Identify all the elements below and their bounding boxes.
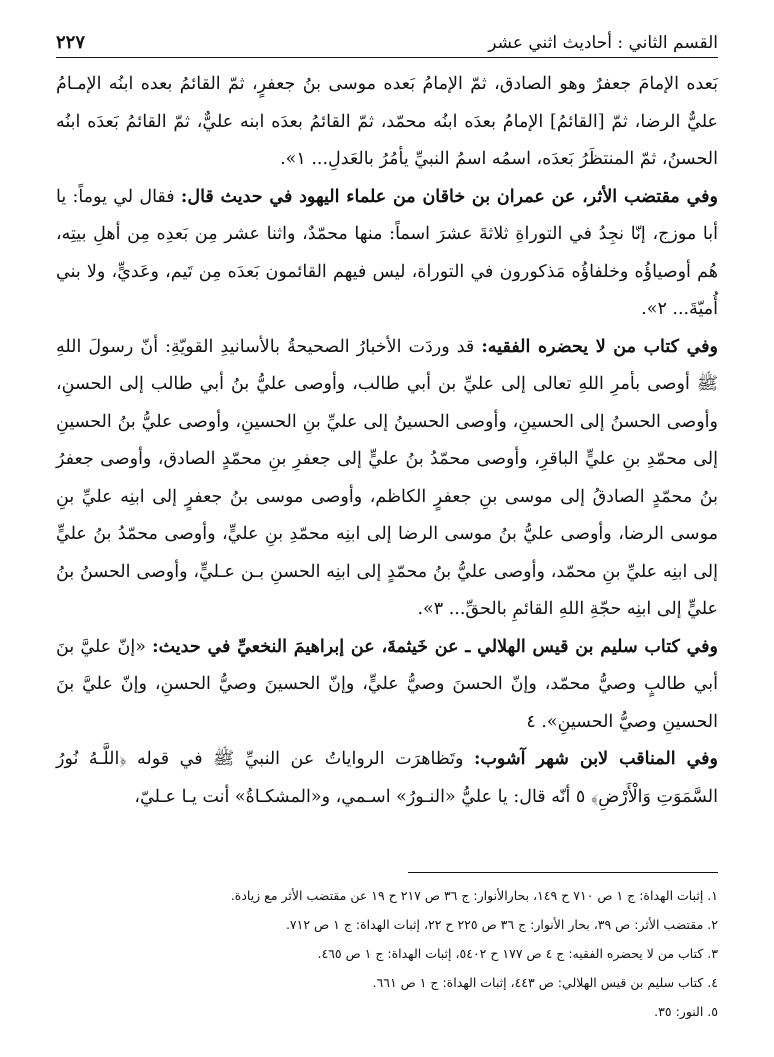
paragraph-text: فقال لي يوماً: يا أبا موزج، إنّا نجِدُ في التوراةِ ثلاثةَ عشرَ اسماً: منها محمّدٌ، واثنا عشر مِن بَعدِه مِن أهلِ بيتِه، هُم أوصياؤُه وخلفاؤُه مَذكورون في التوراة، ليس فيهم القائمون بَعدَه مِن تَيم، وعَديٍّ، ولا بني أُميّةَ... ٢». — [56, 186, 718, 319]
footnote: ٤. كتاب سليم بن قيس الهلالي: ص ٤٤٣، إثبات الهداة: ج ١ ص ٦٦١. — [372, 975, 718, 990]
footnote: ٢. مقتضب الأثر: ص ٣٩، بحار الأنوار: ج ٣٦ ص ٢٢٥ ح ٢٢، إثبات الهداة: ج ١ ص ٧١٢. — [285, 917, 718, 932]
paragraph-text: «إنّ عليَّ بنَ أبي طالبٍ وصيُّ محمّد، وإنّ الحسنَ وصيُّ عليٍّ، وإنّ الحسينَ وصيُّ الحسنِ، وإنّ عليَّ بنَ الحسينِ وصيُّ الحسينِ». ٤ — [56, 636, 718, 732]
footnote: ٥. النور: ٣٥. — [654, 1004, 718, 1019]
paragraph-text: قد وردَت الأخبارُ الصحيحةُ بالأسانيدِ القويّةِ: أنّ رسولَ اللهِ ﷺ أوصى بأمرِ اللهِ تعالى إلى عليِّ بن أبي طالب، وأوصى عليُّ بنُ أبي طالب إلى الحسنِ، وأوصى الحسنُ إلى الحسينِ، وأوصى الحسينُ إلى عليِّ بنِ الحسينِ، وأوصى عليُّ بنُ الحسينِ إلى محمّدِ بنِ عليٍّ الباقرِ، وأوصى محمّدُ بنُ عليٍّ إلى جعفرِ بنِ محمّدٍ الصادق، وأوصى جعفرُ بنُ محمّدٍ الصادقُ إلى موسى بنِ جعفرٍ الكاظم، وأوصى موسى بنُ جعفرٍ إلى ابنِه عليِّ بنِ موسى الرضا، وأوصى عليُّ بنُ موسى الرضا إلى ابنِه محمّدِ بنِ عليٍّ، وأوصى محمّدُ بنُ عليٍّ إلى ابنِه عليِّ بنِ محمّد، وأوصى عليُّ بنُ محمّدٍ إلى ابنِه الحسنِ بـن عـليٍّ، وأوصى الحسنُ بنُ عليٍّ إلى ابنِه حجّةِ اللهِ القائمِ بالحقِّ... ٣». — [56, 336, 718, 619]
paragraph-text: بَعده الإمامَ جعفرٌ وهو الصادق، ثمّ الإمامُ بَعده موسى بنُ جعفرٍ، ثمّ القائمُ بعده ابنُه الإمـامُ عليٌّ الرضا، ثمّ [القائمُ] الإمامُ بعدَه ابنُه محمّد، ثمّ القائمُ بعدَه ابنه عليٌّ، ثمّ القائمُ بَعدَه ابنُه الحسنُ، ثمّ المنتظَرُ بَعدَه، اسمُه اسمُ النبيِّ يأمُرُ بالعَدلِ... ١». — [56, 74, 718, 169]
body-text — [56, 66, 718, 816]
paragraph-lead: وفي مقتضب الأثر، عن عمران بن خاقان من علماء اليهود في حديث قال: — [180, 186, 718, 207]
running-title: القسم الثاني : أحاديث اثني عشر — [488, 33, 718, 53]
paragraph — [56, 629, 718, 742]
footnote-divider — [408, 872, 718, 873]
page-number: ٢٢٧ — [56, 32, 86, 53]
paragraph — [56, 741, 718, 816]
paragraph-lead: وفي كتاب سليم بن قيس الهلالي ـ عن خَيثمةَ، عن إبراهيمَ النخعيِّ في حديث: — [152, 636, 718, 657]
paragraph-lead: وفي المناقب لابن شهر آشوب: — [473, 749, 718, 769]
document-page — [56, 0, 718, 1057]
footnote: ٣. كتاب من لا يحضره الفقيه: ج ٤ ص ١٧٧ ح ٥٤٠٢، إثبات الهداة: ج ١ ص ٤٦٥. — [317, 946, 718, 961]
paragraph — [56, 179, 718, 329]
paragraph-text: وتَظاهرَت الرواياتُ عن النبيِّ ﷺ في قوله ﴿اللَّـهُ نُورُ السَّمَوَتِ وَالْأَرْضِ﴾ ٥ أنّه قال: يا عليُّ «النـورُ» اسـمي، و«المشكـاةُ» أنت يـا عـليّ، — [56, 749, 718, 807]
running-header — [56, 22, 718, 58]
paragraph — [56, 66, 718, 179]
footnotes — [56, 872, 718, 1026]
paragraph-lead: وفي كتاب من لا يحضره الفقيه: — [481, 336, 718, 357]
footnote: ١. إثبات الهداة: ج ١ ص ٧١٠ ح ١٤٩، بحارالأنوار: ج ٣٦ ص ٢١٧ ح ١٩ عن مقتضب الأثر مع زيادة. — [230, 888, 718, 903]
paragraph — [56, 329, 718, 629]
